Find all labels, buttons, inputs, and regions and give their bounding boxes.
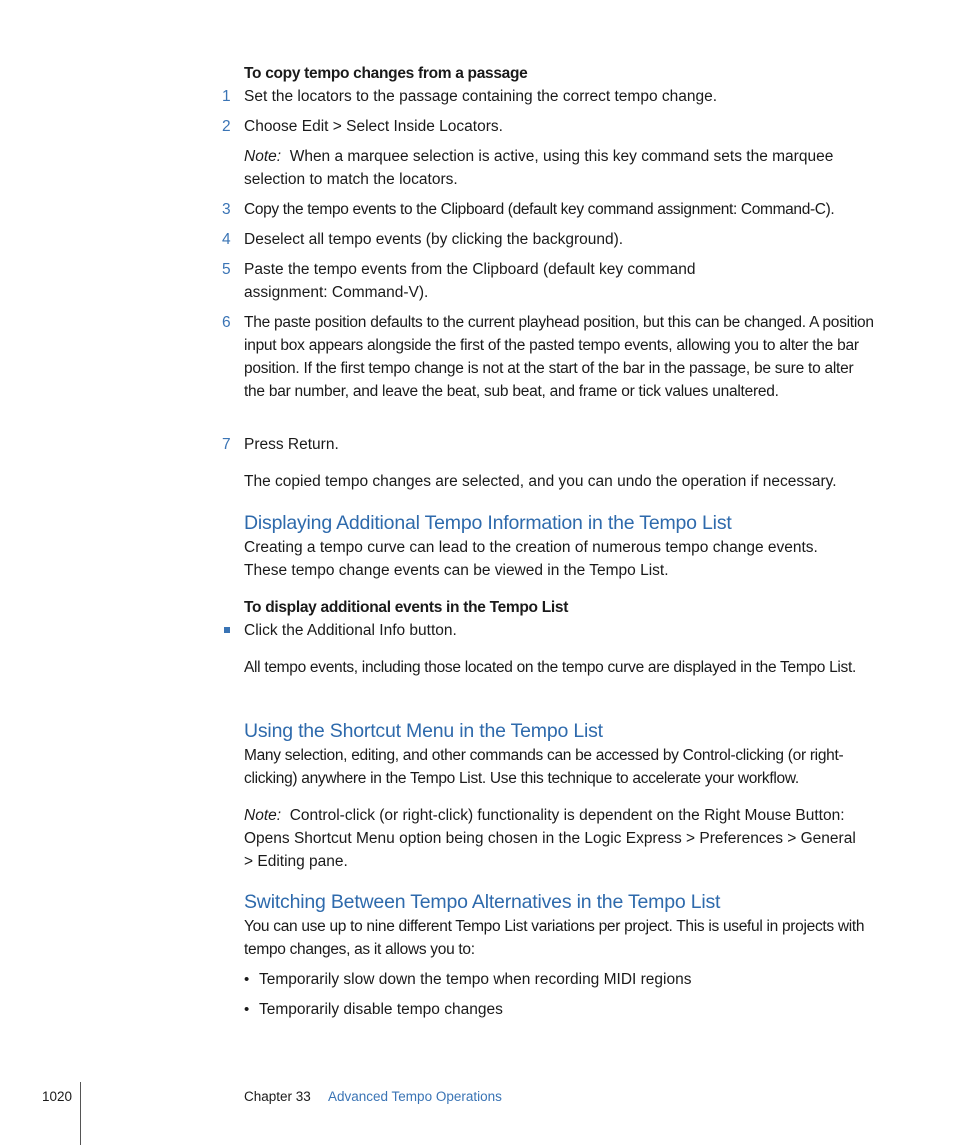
step-1 <box>222 85 878 108</box>
step-text: Copy the tempo events to the Clipboard (default key command assignment: Command-C). <box>244 201 835 218</box>
note-text: When a marquee selection is active, using this key command sets the marquee selection to match the locators. <box>244 148 834 188</box>
step-5 <box>222 258 734 304</box>
note-shortcut <box>244 804 869 873</box>
step-number: 3 <box>222 201 231 218</box>
procedure-heading-copy: To copy tempo changes from a passage <box>244 65 528 82</box>
note-marquee <box>244 145 864 191</box>
footer-divider <box>80 1082 81 1145</box>
step-number: 5 <box>222 261 231 278</box>
display-result: All tempo events, including those located on the tempo curve are displayed in the Tempo List. <box>244 659 856 676</box>
step-number: 6 <box>222 314 231 331</box>
step-number: 7 <box>222 436 231 453</box>
step-7 <box>222 433 878 456</box>
shortcut-intro: Many selection, editing, and other commands can be accessed by Control-clicking (or right-clicking) anywhere in the Tempo List. Use this technique to accelerate your workflow. <box>244 747 844 787</box>
switch-bullet-1: Temporarily slow down the tempo when recording MIDI regions <box>259 971 692 988</box>
step-4 <box>222 228 878 251</box>
footer-chapter-title: Advanced Tempo Operations <box>328 1089 502 1104</box>
section-title-shortcut: Using the Shortcut Menu in the Tempo List <box>244 720 603 742</box>
note-label: Note: <box>244 807 282 824</box>
step-number: 1 <box>222 88 231 105</box>
step-text: Deselect all tempo events (by clicking the background). <box>244 231 624 248</box>
bullet-dot-icon: • <box>244 1001 250 1018</box>
note-label: Note: <box>244 148 282 165</box>
switch-intro: You can use up to nine different Tempo List variations per project. This is useful in projects with tempo changes, as it allows you to: <box>244 918 865 958</box>
square-bullet-icon <box>224 627 230 633</box>
switch-bullet-2: Temporarily disable tempo changes <box>259 1001 503 1018</box>
copy-result: The copied tempo changes are selected, and you can undo the operation if necessary. <box>244 473 837 490</box>
step-text: Choose Edit > Select Inside Locators. <box>244 118 503 135</box>
footer-chapter-label: Chapter 33 <box>244 1089 311 1104</box>
step-number: 2 <box>222 118 231 135</box>
page-number: 1020 <box>42 1089 73 1104</box>
procedure-heading-display: To display additional events in the Tempo List <box>244 599 569 616</box>
note-text: Control-click (or right-click) functionality is dependent on the Right Mouse Button: Opens Shortcut Menu option being chosen in the Logic Express > Preferences > General > Editing pane. <box>244 807 856 870</box>
section-title-switch: Switching Between Tempo Alternatives in the Tempo List <box>244 891 721 913</box>
step-text: Press Return. <box>244 436 339 453</box>
step-2 <box>222 115 878 138</box>
display-intro: Creating a tempo curve can lead to the creation of numerous tempo change events. These tempo change events can be viewed in the Tempo List. <box>244 539 818 579</box>
step-text: The paste position defaults to the current playhead position, but this can be changed. A position input box appears alongside the first of the pasted tempo events, allowing you to alter the bar position. If the first tempo change is not at the start of the bar in the passage, be sure to alter the bar number, and leave the beat, sub beat, and frame or tick values unaltered. <box>244 314 874 400</box>
display-bullet-text: Click the Additional Info button. <box>244 622 457 639</box>
step-text: Set the locators to the passage containing the correct tempo change. <box>244 88 718 105</box>
step-number: 4 <box>222 231 231 248</box>
step-text: Paste the tempo events from the Clipboard (default key command assignment: Command-V). <box>244 261 696 301</box>
bullet-dot-icon: • <box>244 971 250 988</box>
step-6 <box>222 311 878 403</box>
step-3 <box>222 198 878 221</box>
section-title-display: Displaying Additional Tempo Information in the Tempo List <box>244 512 732 534</box>
